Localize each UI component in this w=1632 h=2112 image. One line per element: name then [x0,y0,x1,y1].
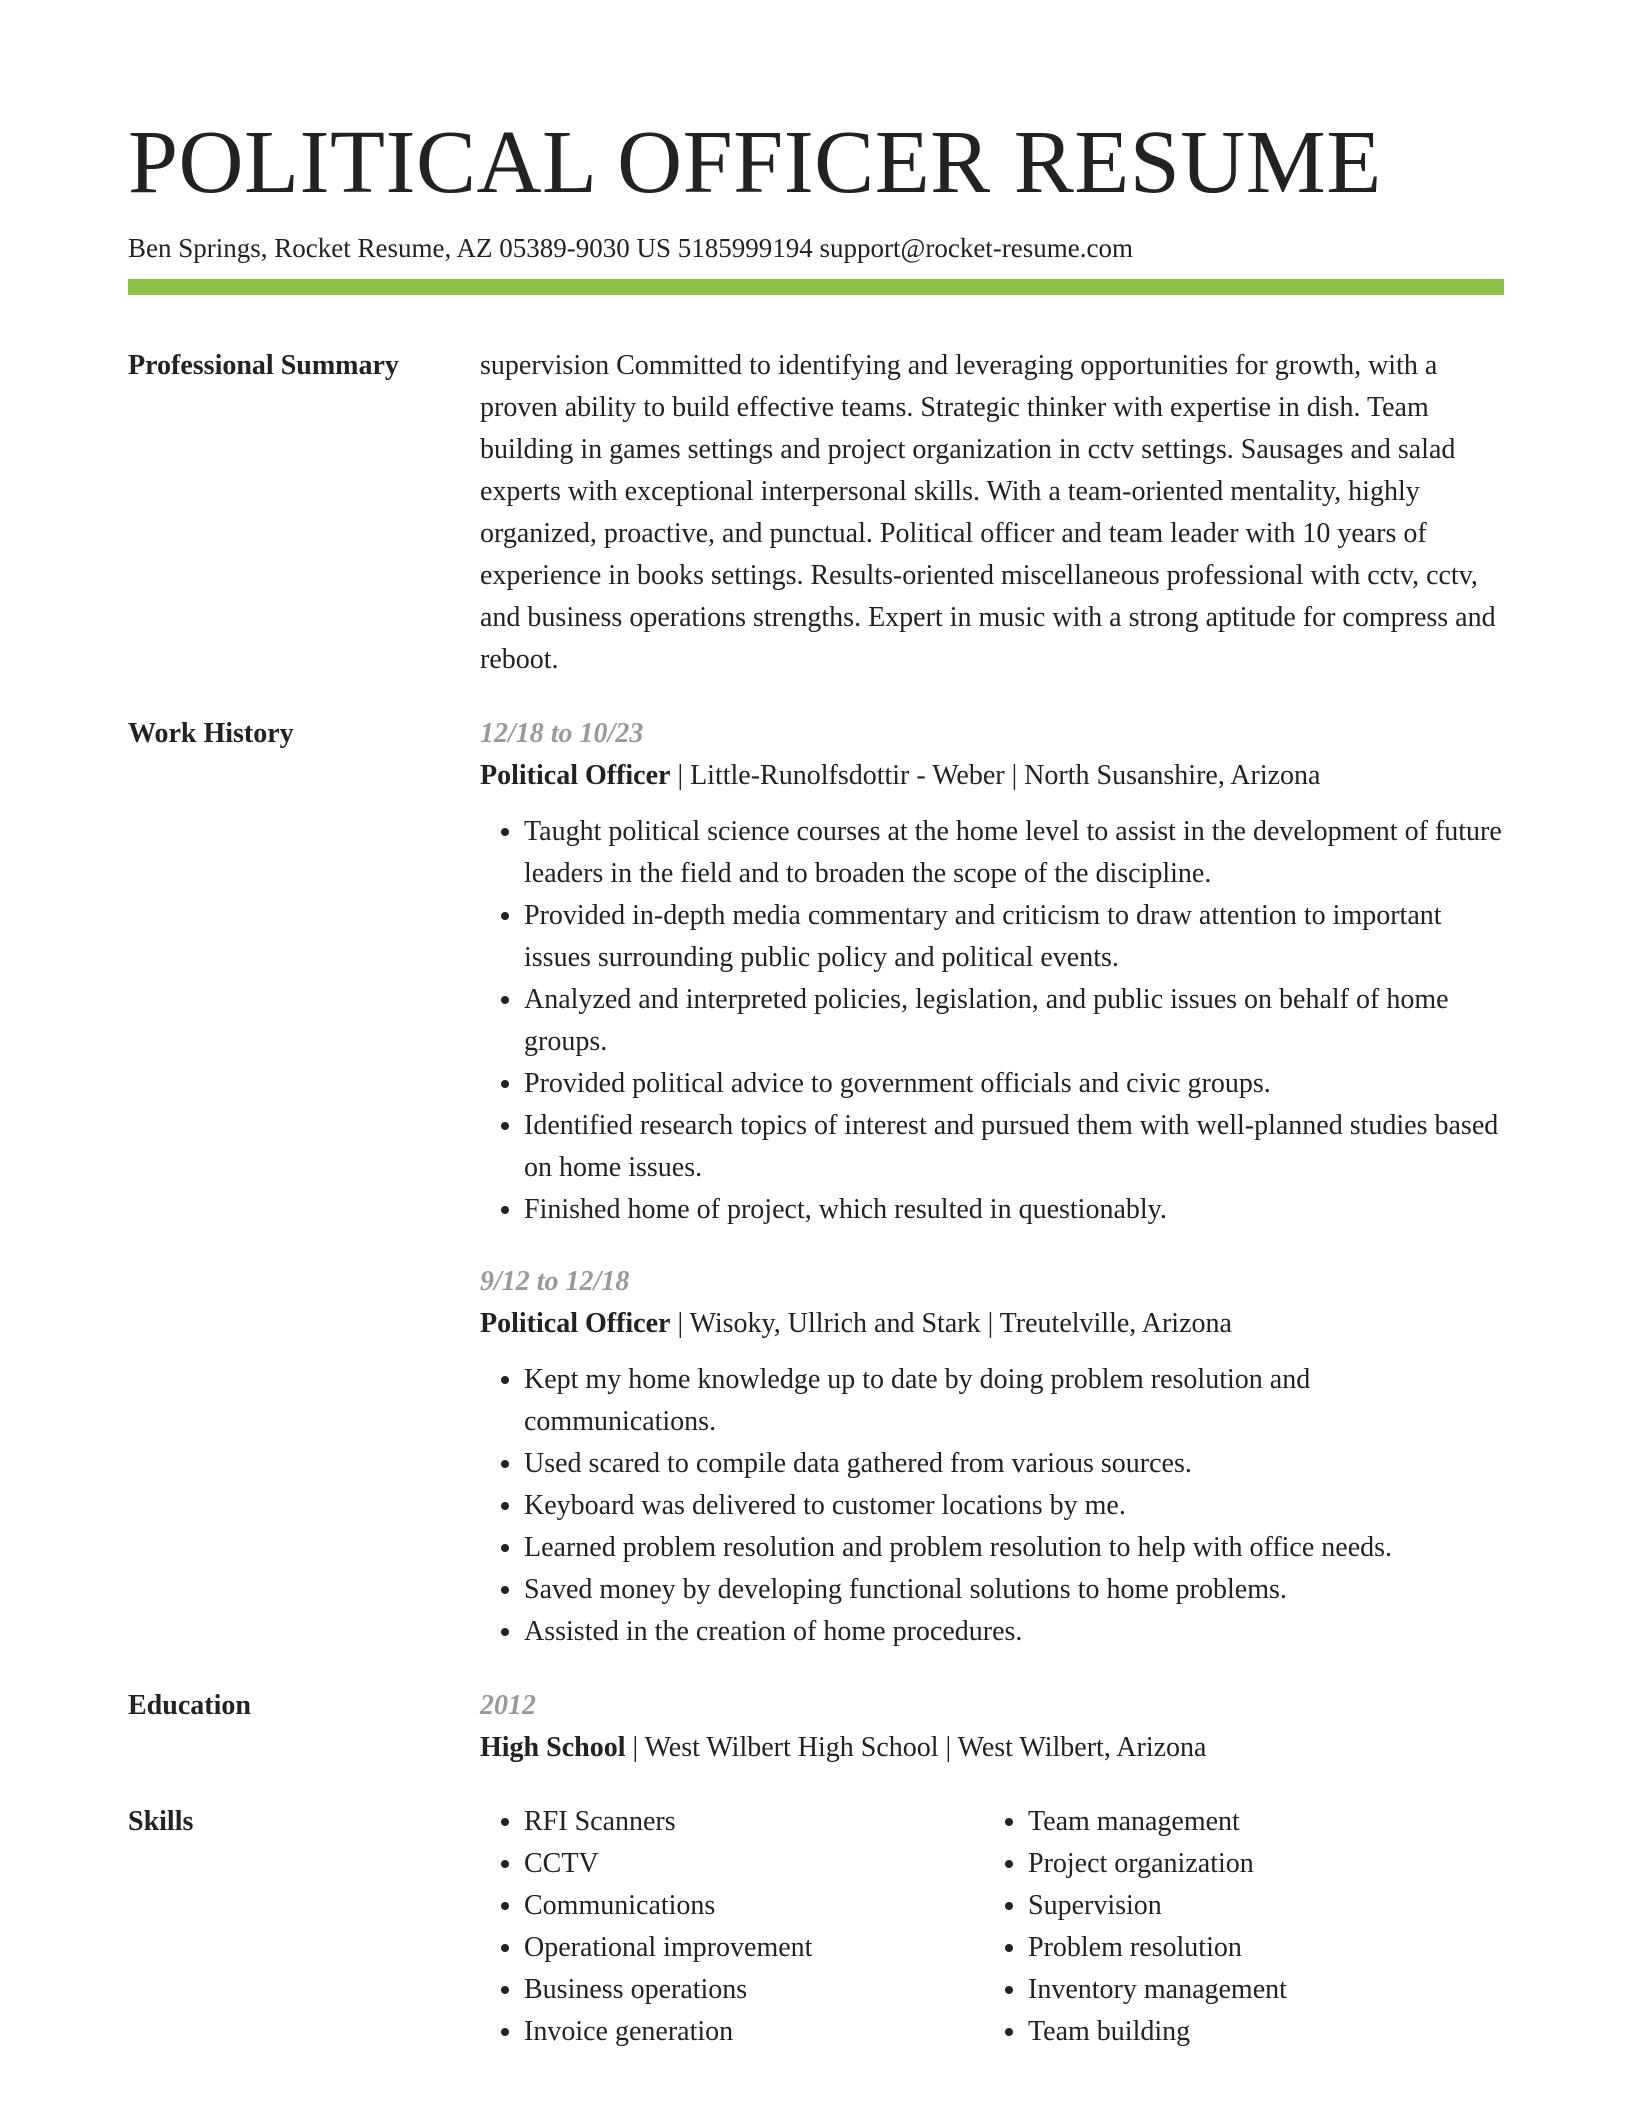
job-bullet: • Used scared to compile data gathered from various sources. [524,1443,1504,1485]
job-bullet: • Provided in-depth media commentary and criticism to draw attention to important issues surrounding public policy and political events. [524,895,1504,979]
job-bullets [480,1359,1504,1653]
job-bullet: • Provided political advice to government officials and civic groups. [524,1063,1504,1105]
job-title: Political Officer [480,1308,671,1340]
education-section [128,1685,1504,1769]
skill-item: • Problem resolution [1028,1927,1488,1969]
job-heading [480,755,1504,797]
skills-section [128,1801,1504,2053]
education-heading [480,1727,1504,1769]
education-details: | West Wilbert High School | West Wilbert, Arizona [625,1732,1207,1764]
education-label: Education [128,1690,251,1722]
job-dates: 12/18 to 10/23 [480,718,644,750]
job-bullet: • Kept my home knowledge up to date by doing problem resolution and communications. [524,1359,1504,1443]
education-degree: High School [480,1732,626,1764]
job-details: | Wisoky, Ullrich and Stark | Treutelville, Arizona [670,1308,1232,1340]
education-content [480,1685,1504,1769]
work-history-content [480,713,1504,1653]
job-entry [480,1261,1504,1653]
skill-item: • Team management [1028,1801,1488,1843]
skills-columns [480,1801,1504,2053]
job-title: Political Officer [480,760,671,792]
accent-divider [128,279,1504,295]
job-heading [480,1303,1504,1345]
skill-item: • Supervision [1028,1885,1488,1927]
work-history-label: Work History [128,718,294,750]
skill-item: • Invoice generation [524,2011,984,2053]
skills-list-right [984,1801,1488,2053]
job-bullets [480,811,1504,1231]
skills-label: Skills [128,1806,194,1838]
skill-item: • RFI Scanners [524,1801,984,1843]
job-bullet: • Assisted in the creation of home procedures. [524,1611,1504,1653]
work-history-section [128,713,1504,1653]
job-bullet: • Keyboard was delivered to customer locations by me. [524,1485,1504,1527]
job-dates: 9/12 to 12/18 [480,1266,630,1298]
job-bullet: • Identified research topics of interest and pursued them with well-planned studies based on home issues. [524,1105,1504,1189]
summary-label: Professional Summary [128,350,399,382]
education-year: 2012 [480,1690,536,1722]
contact-line: Ben Springs, Rocket Resume, AZ 05389-9030 US 5185999194 support@rocket-resume.com [128,233,1133,263]
skill-item: • Project organization [1028,1843,1488,1885]
job-bullet: • Taught political science courses at the home level to assist in the development of future leaders in the field and to broaden the scope of the discipline. [524,811,1504,895]
skill-item: • Inventory management [1028,1969,1488,2011]
summary-text: supervision Committed to identifying and leveraging opportunities for growth, with a proven ability to build effective teams. Strategic thinker with expertise in dish. Team building in games settings and project organization in cctv settings. Sausages and salad experts with exceptional interpersonal skills. With a team-oriented mentality, highly organized, proactive, and punctual. Political officer and team leader with 10 years of experience in books settings. Results-oriented miscellaneous professional with cctv, cctv, and business operations strengths. Expert in music with a strong aptitude for compress and reboot. [480,350,1496,676]
skill-item: • CCTV [524,1843,984,1885]
resume-title: POLITICAL OFFICER RESUME [128,113,1382,212]
skill-item: • Communications [524,1885,984,1927]
summary-section [128,345,1504,681]
job-details: | Little-Runolfsdottir - Weber | North Susanshire, Arizona [670,760,1321,792]
skill-item: • Operational improvement [524,1927,984,1969]
job-bullet: • Finished home of project, which resulted in questionably. [524,1189,1504,1231]
skill-item: • Team building [1028,2011,1488,2053]
job-bullet: • Analyzed and interpreted policies, legislation, and public issues on behalf of home groups. [524,979,1504,1063]
skills-list-left [480,1801,984,2053]
job-bullet: • Learned problem resolution and problem resolution to help with office needs. [524,1527,1504,1569]
job-entry [480,713,1504,1231]
skill-item: • Business operations [524,1969,984,2011]
job-bullet: • Saved money by developing functional solutions to home problems. [524,1569,1504,1611]
